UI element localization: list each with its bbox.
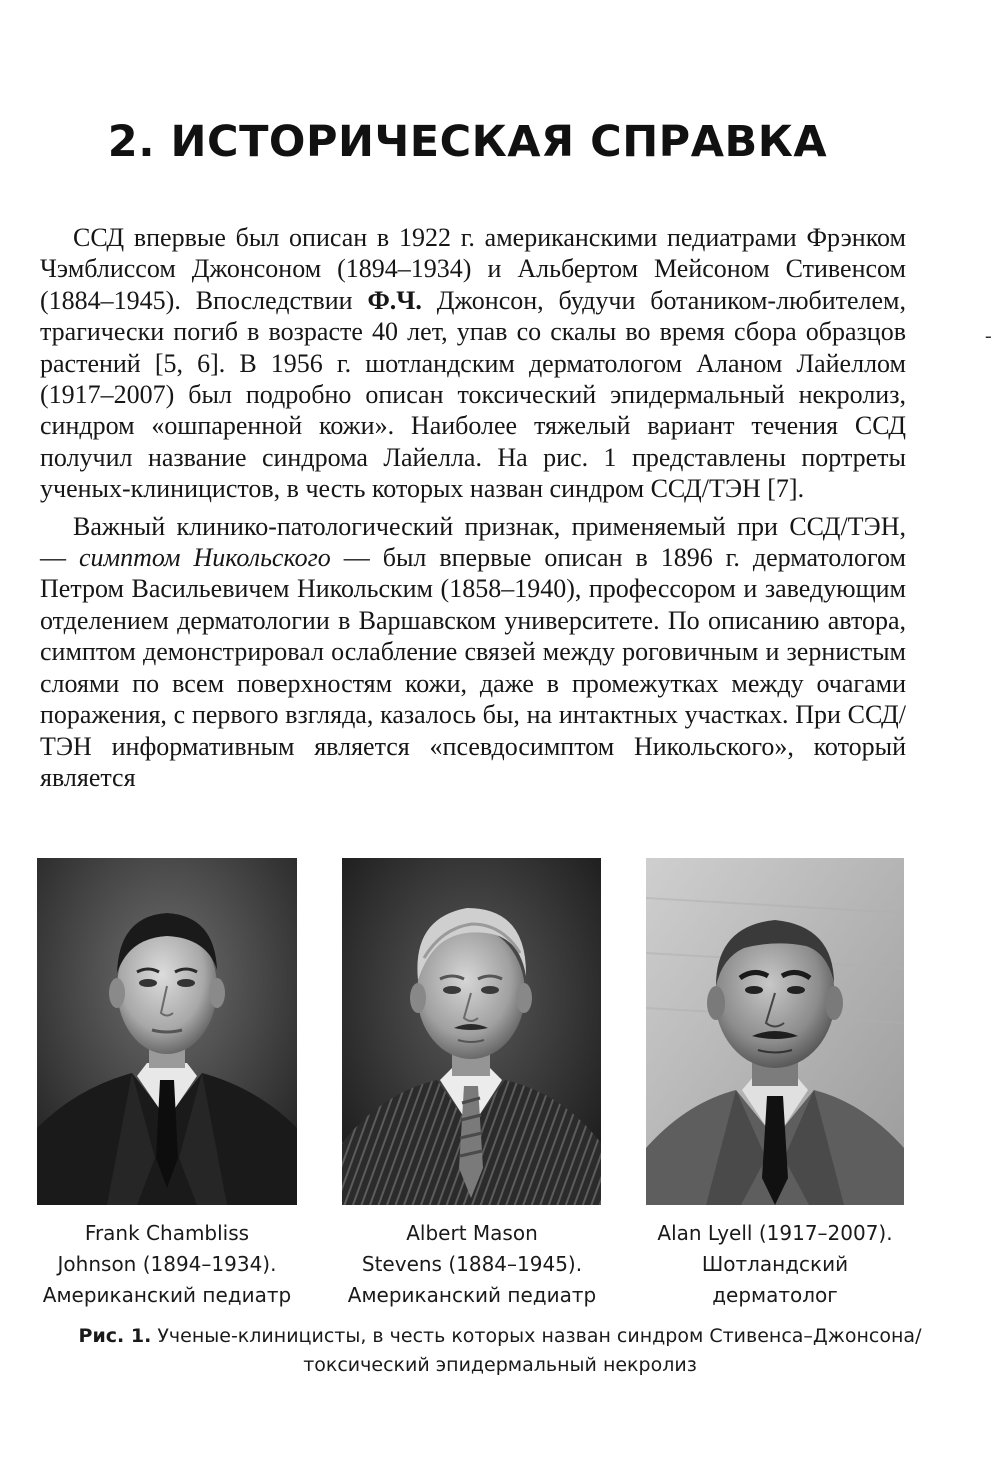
caption-stevens (322, 1218, 622, 1311)
caption-johnson-line-1: Frank Chambliss (84, 1221, 250, 1245)
caption-stevens-line-3: Американский педиатр (347, 1283, 597, 1307)
figure-caption (0, 1322, 1000, 1380)
caption-stevens-line-1: Albert Mason (406, 1221, 538, 1245)
caption-johnson-line-2: Johnson (1894–1934). (57, 1252, 277, 1276)
paragraph-1-text-a: ССД впервые был описан в 1922 г. американскими педиатрами Фрэнком Чэмблиссом Джонсоном (1894–1934) и Альбертом Мейсоном Стивенсом (1884–1945). Впоследствии (40, 223, 906, 315)
margin-mark: - (985, 325, 992, 347)
figure-caption-text-1: Ученые-клиницисты, в честь которых назван синдром Стивенса–Джонсона/ (151, 1325, 922, 1347)
portrait-lyell (646, 858, 904, 1205)
paragraph-1-text-b: Джонсон, будучи ботаником-любителем, трагически погиб в возрасте 40 лет, упав со скалы во время сбора образцов растений [5, 6]. В 1956 г. шотландским дерматологом Аланом Лайеллом (1917–2007) был подробно описан токсический эпидермальный некролиз, синдром «ошпаренной кожи». Наиболее тяжелый вариант течения ССД получил название синдрома Лайелла. На рис. 1 представлены портреты ученых-клиницистов, в честь которых назван синдром ССД/ТЭН [7]. (40, 285, 907, 504)
paragraph-2 (40, 511, 906, 794)
caption-lyell-line-1: Alan Lyell (1917–2007). (657, 1221, 893, 1245)
portrait-johnson (37, 858, 297, 1205)
caption-johnson-line-3: Американский педиатр (42, 1283, 292, 1307)
paragraph-2-text-b: — был впервые описан в 1896 г. дерматологом Петром Васильевичем Никольским (1858–1940), профессором и заведующим отделением дерматологии в Варшавском университете. По описанию автора, симптом демонстрировал ослабление связей между роговичным и зернистым слоями по всем поверхностям кожи, даже в промежутках между очагами поражения, с первого взгляда, казалось бы, на интактных участках. При ССД/ТЭН информативным является «псевдосимптом Никольского», который является (40, 543, 906, 792)
paragraph-1 (40, 222, 906, 505)
figure-label: Рис. 1. (78, 1325, 152, 1347)
portrait-johnson-image (37, 858, 297, 1205)
figure-caption-line-2: токсический эпидермальный некролиз (303, 1354, 697, 1376)
body-text (40, 222, 906, 793)
nikolsky-sign-term: симптом Никольского (78, 543, 331, 573)
section-heading: 2. ИСТОРИЧЕСКАЯ СПРАВКА (107, 117, 828, 167)
caption-johnson (17, 1218, 317, 1311)
caption-lyell (625, 1218, 925, 1311)
portrait-stevens-image (342, 858, 601, 1205)
caption-lyell-line-3: дерматолог (712, 1283, 838, 1307)
figure-caption-line-1 (0, 1322, 1000, 1351)
caption-stevens-line-2: Stevens (1884–1945). (361, 1252, 583, 1276)
portrait-stevens (342, 858, 601, 1205)
caption-lyell-line-2: Шотландский (701, 1252, 849, 1276)
paragraph-1-initials: Ф.Ч. (367, 285, 422, 315)
paragraph-2-text-a: Важный клинико-патологический признак, применяемый при ССД/ТЭН, — (40, 511, 906, 573)
portrait-lyell-image (646, 858, 904, 1205)
